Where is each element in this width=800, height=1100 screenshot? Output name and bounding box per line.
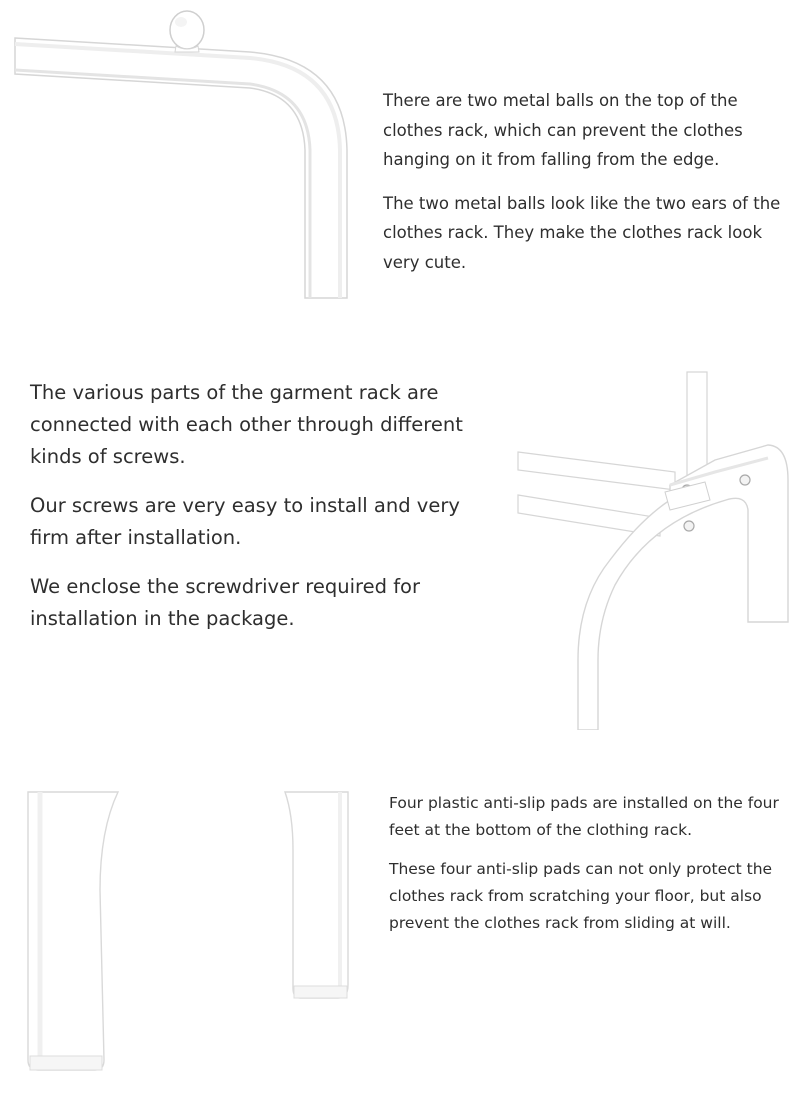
paragraph: The various parts of the garment rack are connected with each other through different kinds of screws. (30, 381, 463, 468)
paragraph: We enclose the screwdriver required for installation in the package. (30, 575, 421, 630)
paragraph: There are two metal balls on the top of the clothes rack, which can prevent the clothes hanging on it from falling from the edge. (383, 91, 743, 169)
rack-top-bar-illustration (0, 0, 360, 310)
paragraph: Four plastic anti-slip pads are installed on the four feet at the bottom of the clothing rack. (389, 794, 779, 839)
screw (684, 521, 694, 531)
rack-top-bar-image (0, 0, 360, 310)
feature-section-anti-slip-pads (0, 770, 800, 1096)
rack-bar-shade (15, 70, 310, 298)
anti-slip-pad-left (30, 1056, 102, 1070)
rack-base-joint-illustration (500, 360, 800, 730)
anti-slip-pads-description (389, 790, 799, 937)
rack-feet-illustration (0, 770, 370, 1096)
paragraph: The two metal balls look like the two ears of the clothes rack. They make the clothes rack look very cute. (383, 193, 781, 272)
metal-ball-highlight (175, 17, 187, 27)
feature-section-screws (0, 340, 800, 740)
screw (740, 475, 750, 485)
metal-balls-description (383, 86, 798, 277)
screws-description (30, 377, 500, 635)
rack-feet-image (0, 770, 370, 1096)
anti-slip-pad-right (294, 986, 347, 998)
rack-bar-shape (15, 38, 347, 298)
paragraph: These four anti-slip pads can not only protect the clothes rack from scratching your floor, but also prevent the clothes rack from sliding at will. (389, 860, 773, 932)
feature-section-metal-balls (0, 0, 800, 310)
paragraph: Our screws are very easy to install and very firm after installation. (30, 494, 460, 549)
rack-rod-upper (518, 452, 675, 490)
metal-ball (170, 11, 204, 49)
rack-base-joint-image (500, 360, 800, 730)
